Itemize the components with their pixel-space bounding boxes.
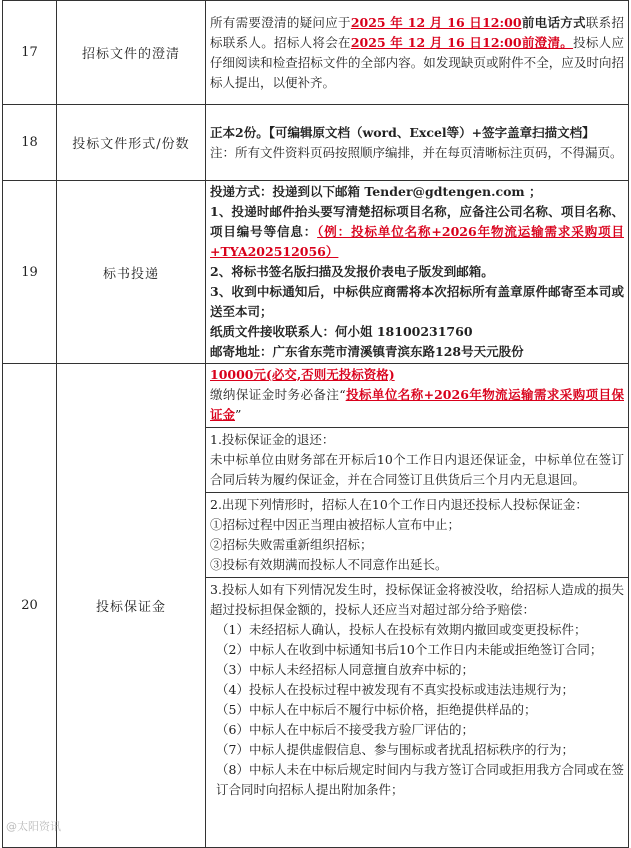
deposit-amount: 10000元(必交,否则无投标资格) <box>210 367 395 382</box>
delivery-line: 3、收到中标通知后，中标供应商需将本次招标所有盖章原件邮寄至本司或送至本司； <box>210 284 624 319</box>
list-item: （5）中标人在中标后不履行中标价格，拒绝提供样品的； <box>216 702 537 717</box>
tender-table <box>2 0 629 848</box>
text: 1、投递时邮件抬头要写清楚招标项目名称，应备注公司名称、项目名称、项目编号等信息： <box>210 204 624 239</box>
row-number: 20 <box>3 364 57 848</box>
deposit-remark: 投标单位名称+2026年物流运输需求采购项目保证金 <box>210 387 624 422</box>
list-item: ①招标过程中因正当理由被招标人宣布中止； <box>210 517 461 532</box>
section-heading: 3.投标人如有下列情况发生时，投标保证金将被没收，给招标人造成的损失超过投标担保金额的，投标人还应当对超过部分给予赔偿： <box>210 582 624 617</box>
list-item: （1）未经招标人确认，投标人在投标有效期内撤回或变更投标件； <box>216 622 587 637</box>
section-heading: 2.出现下列情形时，招标人在10个工作日内退还投标人投标保证金： <box>210 497 588 512</box>
row-item: 标书投递 <box>57 181 206 364</box>
mail-address: 邮寄地址：广东省东莞市清溪镇青滨东路128号天元股份 <box>210 344 524 359</box>
refund-section <box>206 427 628 490</box>
list-item: ③投标有效期满而投标人不同意作出延长。 <box>210 557 448 572</box>
section-text: 未中标单位由财务部在开标后10个工作日内退还保证金，中标单位在签订合同后转为履约保证金，并在合同签订且供货后三个月内无息退回。 <box>210 452 624 487</box>
watermark: @太阳资讯 <box>6 820 61 833</box>
return-section <box>206 492 628 575</box>
deadline-date: 2025 年 12 月 16 日12:00 <box>350 14 522 30</box>
list-item: （2）中标人在收到中标通知书后10个工作日内未能或拒绝签订合同； <box>216 642 603 657</box>
row-item: 招标文件的澄清 <box>57 1 206 105</box>
text-bold: 前电话方式 <box>521 14 586 30</box>
clarify-date: 2025 年 12 月 16 日12:00前澄清。 <box>350 34 574 50</box>
example-text: （例：投标单位名称+2026年物流运输需求采购项目+TYA202512056） <box>210 224 624 259</box>
delivery-line <box>210 202 624 262</box>
delivery-line: 2、将标书签名版扫描及发报价表电子版发到邮箱。 <box>210 264 494 279</box>
section-heading: 1.投标保证金的退还： <box>210 432 335 447</box>
row-number: 17 <box>3 1 57 105</box>
text: 投标人应仔细阅读和检查招标文件的全部内容。如发现缺页或附件不全，应及时向招标人提出，以便补齐。 <box>210 34 624 90</box>
row-number: 18 <box>3 105 57 181</box>
row-content <box>206 105 629 181</box>
list-item: （4）投标人在投标过程中被发现有不真实投标或违法违规行为； <box>216 682 574 697</box>
delivery-method: 投递方式：投递到以下邮箱 Tender@gdtengen.com ； <box>210 184 542 199</box>
row-item: 投标文件形式/份数 <box>57 105 206 181</box>
text: ” <box>235 407 242 422</box>
forfeit-section <box>206 577 628 800</box>
table-row <box>3 1 629 105</box>
table-row <box>3 181 629 364</box>
list-item: ②招标失败需重新组织招标； <box>210 537 373 552</box>
row-item: 投标保证金 <box>57 364 206 848</box>
row-content <box>206 181 629 364</box>
row-content <box>206 1 629 105</box>
row-content <box>206 364 629 848</box>
format-note: 注：所有文件资料页码按照顺序编排，并在每页清晰标注页码，不得漏页。 <box>210 144 623 160</box>
text: 缴纳保证金时务必备注“ <box>210 387 346 402</box>
table-row <box>3 364 629 848</box>
list-item: （3）中标人未经招标人同意擅自放弃中标的； <box>216 662 474 677</box>
row-number: 19 <box>3 181 57 364</box>
list-item: （8）中标人未在中标后规定时间内与我方签订合同或拒用我方合同或在签订合同时向招标人提出附加条件； <box>216 762 624 797</box>
list-item: （7）中标人提供虚假信息、参与围标或者扰乱招标秩序的行为； <box>216 742 574 757</box>
text: 所有需要澄清的疑问应于 <box>210 14 351 30</box>
list-item: （6）中标人在中标后不接受我方验厂评估的； <box>216 722 474 737</box>
contact-person: 纸质文件接收联系人：何小姐 18100231760 <box>210 324 473 339</box>
format-text: 正本2份。【可编辑原文档（word、Excel等）+签字盖章扫描文档】 <box>210 124 595 140</box>
text: 联系招标联系人。招标人将会在 <box>210 14 624 50</box>
table-row <box>3 105 629 181</box>
deposit-note <box>210 385 624 425</box>
